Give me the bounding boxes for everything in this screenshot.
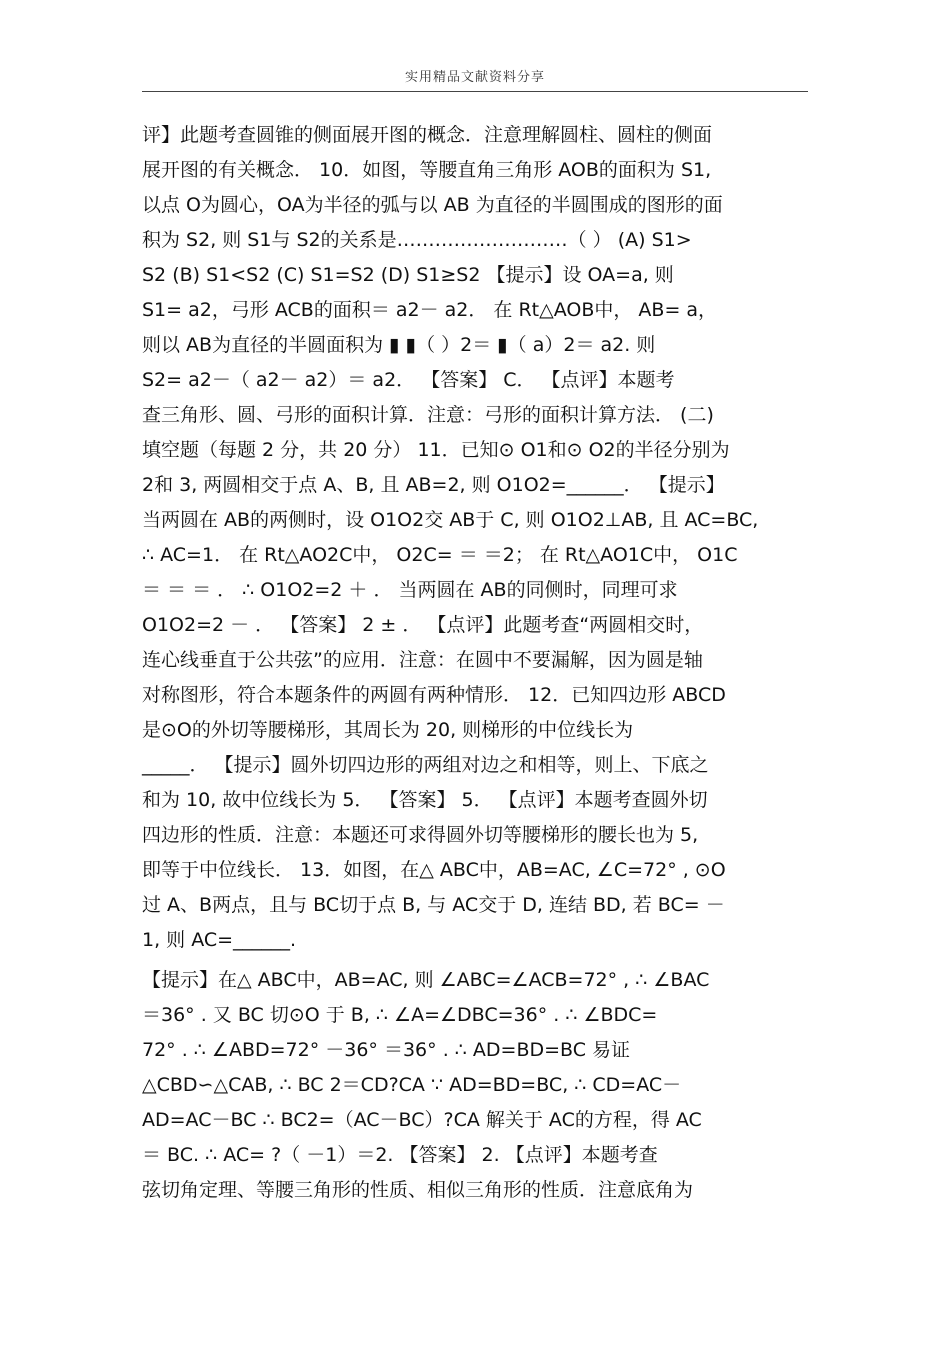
- text-line: 展开图的有关概念． 10．如图，等腰直角三角形 AOB的面积为 S1,: [142, 159, 712, 181]
- text-line: 查三角形、圆、弓形的面积计算．注意：弓形的面积计算方法． (二): [142, 404, 714, 426]
- text-line: 对称图形，符合本题条件的两圆有两种情形． 12．已知四边形 ABCD: [142, 684, 726, 706]
- text-line: O1O2=2 － ． 【答案】 2 ± ． 【点评】此题考查“两圆相交时，: [142, 614, 704, 636]
- text-line: 当两圆在 AB的两侧时，设 O1O2交 AB于 C, 则 O1O2⊥AB, 且 AC=BC,: [142, 509, 759, 531]
- text-line: 72° . ∴ ∠ABD=72° －36° ＝36° . ∴ AD=BD=BC 易证: [142, 1039, 631, 1061]
- text-line: 弦切角定理、等腰三角形的性质、相似三角形的性质．注意底角为: [142, 1179, 694, 1201]
- text-line: _____． 【提示】圆外切四边形的两组对边之和相等，则上、下底之: [142, 754, 709, 776]
- header-divider: [142, 91, 808, 92]
- text-line: 2和 3, 两圆相交于点 A、B, 且 AB=2, 则 O1O2=______． 【提示】: [142, 474, 725, 496]
- text-line: ∴ AC=1． 在 Rt△AO2C中， O2C= ＝ ＝2； 在 Rt△AO1C中， O1C: [142, 544, 738, 566]
- text-line: △CBD∽△CAB, ∴ BC 2＝CD?CA ∵ AD=BD=BC, ∴ CD=AC－: [142, 1074, 682, 1096]
- text-line: 过 A、B两点，且与 BC切于点 B, 与 AC交于 D, 连结 BD, 若 BC= －: [142, 894, 725, 916]
- text-line: 填空题（每题 2 分，共 20 分） 11．已知⊙ O1和⊙ O2的半径分别为: [142, 439, 730, 461]
- text-line: 评】此题考查圆锥的侧面展开图的概念．注意理解圆柱、圆柱的侧面: [142, 124, 713, 146]
- text-line: 以点 O为圆心，OA为半径的弧与以 AB 为直径的半圆围成的图形的面: [142, 194, 723, 216]
- text-line: 积为 S2, 则 S1与 S2的关系是………………………（ ） (A) S1>: [142, 229, 692, 251]
- text-line: 四边形的性质．注意：本题还可求得圆外切等腰梯形的腰长也为 5,: [142, 824, 699, 846]
- text-line: AD=AC－BC ∴ BC2=（AC－BC）?CA 解关于 AC的方程，得 AC: [142, 1109, 702, 1131]
- text-line: 即等于中位线长． 13．如图，在△ ABC中，AB=AC, ∠C=72° , ⊙O: [142, 859, 726, 881]
- text-line: S1= a2，弓形 ACB的面积＝ a2－ a2． 在 Rt△AOB中， AB= a，: [142, 299, 718, 321]
- text-line: 则以 AB为直径的半圆面积为 ▮ ▮（ ）2＝ ▮（ a）2＝ a2. 则: [142, 334, 656, 356]
- text-line: S2 (B) S1<S2 (C) S1=S2 (D) S1≥S2 【提示】设 OA=a, 则: [142, 264, 674, 286]
- text-line: 【提示】在△ ABC中，AB=AC, 则 ∠ABC=∠ACB=72° , ∴ ∠BAC: [142, 969, 710, 991]
- text-line: 连心线垂直于公共弦”的应用．注意：在圆中不要漏解，因为圆是轴: [142, 649, 703, 671]
- page-header: 实用精品文献资料分享: [404, 70, 545, 85]
- text-line: 是⊙O的外切等腰梯形，其周长为 20, 则梯形的中位线长为: [142, 719, 634, 741]
- text-line: 和为 10, 故中位线长为 5． 【答案】 5． 【点评】本题考查圆外切: [142, 789, 708, 811]
- text-line: ＝ ＝ ＝ ． ∴ O1O2=2 ＋ ． 当两圆在 AB的同侧时，同理可求: [142, 579, 678, 601]
- text-line: S2= a2－（ a2－ a2）＝ a2． 【答案】 C． 【点评】本题考: [142, 369, 675, 391]
- text-line: ＝ BC. ∴ AC= ?（ －1）＝2. 【答案】 2. 【点评】本题考查: [142, 1144, 658, 1166]
- text-line: 1, 则 AC=______.: [142, 929, 297, 951]
- text-line: ＝36° . 又 BC 切⊙O 于 B, ∴ ∠A=∠DBC=36° . ∴ ∠BDC=: [142, 1004, 658, 1026]
